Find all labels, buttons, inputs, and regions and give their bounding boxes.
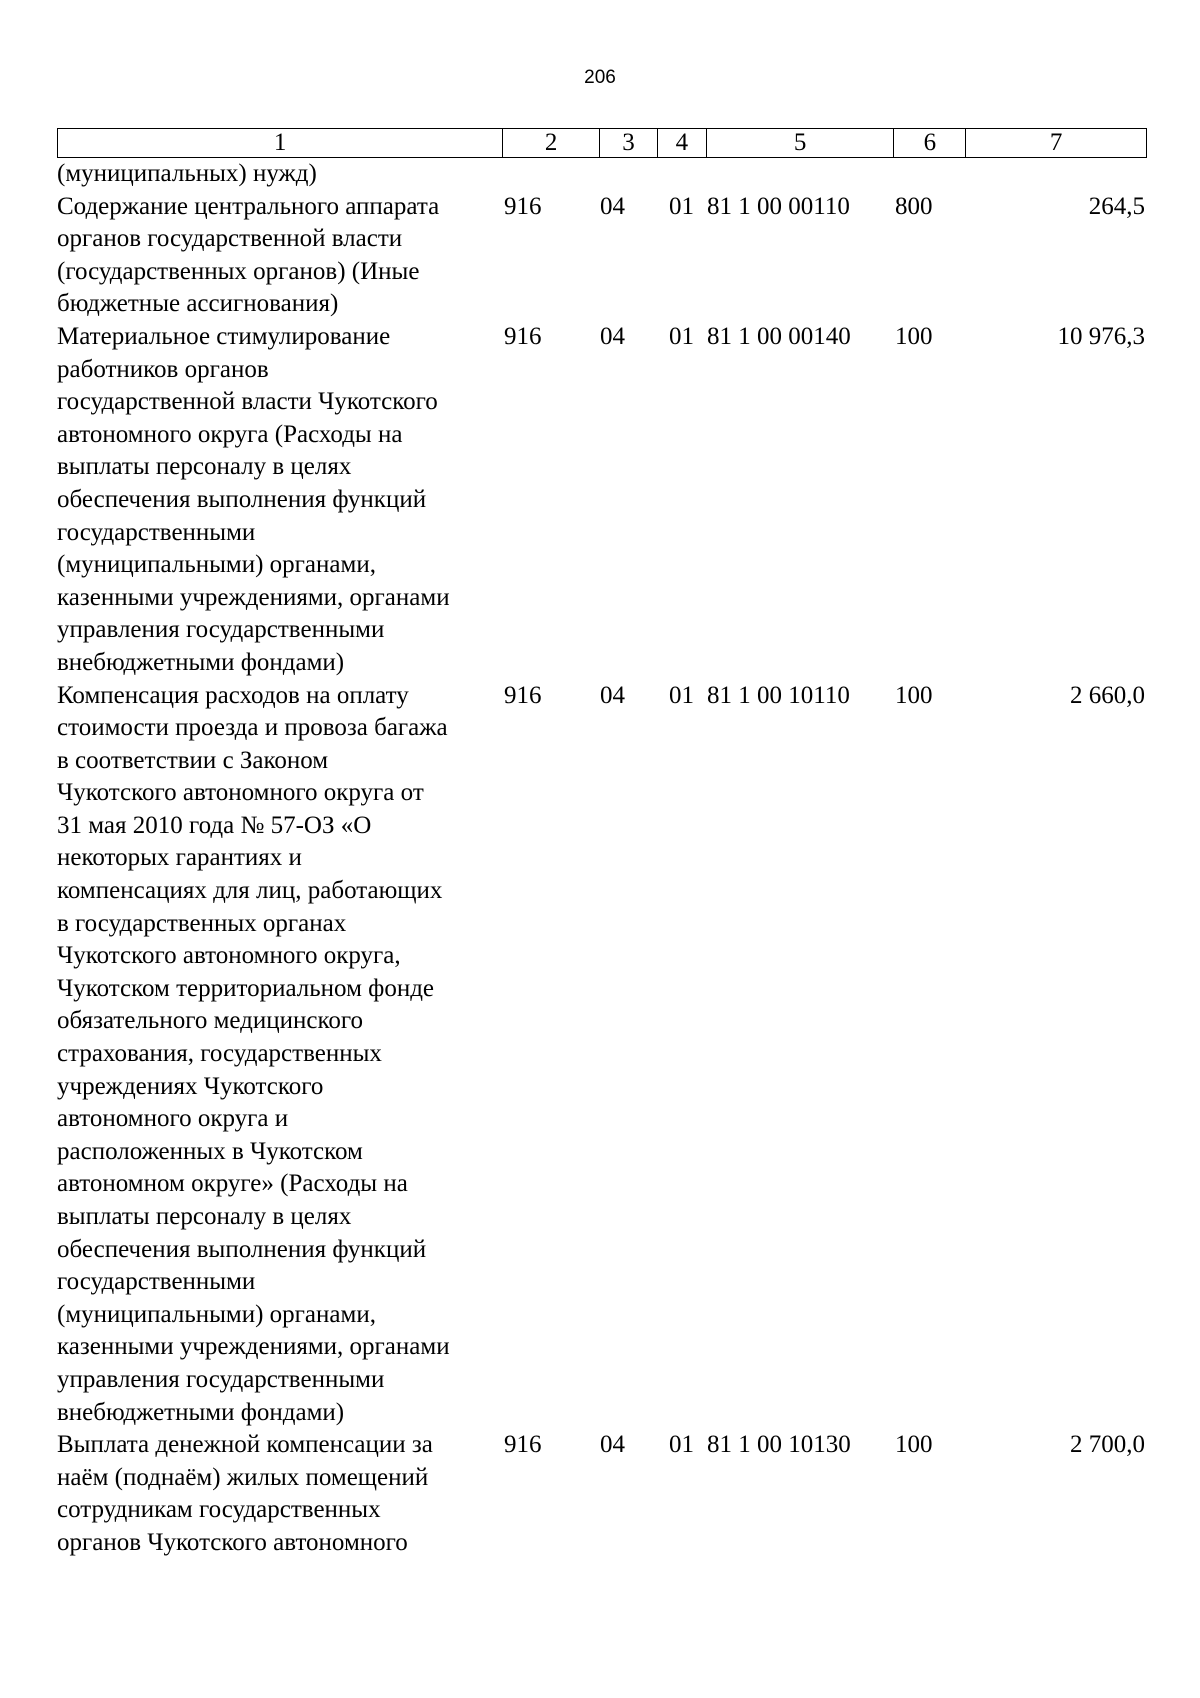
description-line: казенными учреждениями, органами — [57, 583, 450, 611]
description-line: работников органов — [57, 355, 269, 383]
amount-cell: 264,5 — [1088, 192, 1145, 220]
description-line: некоторых гарантиях и — [57, 844, 302, 872]
description-line: внебюджетными фондами) — [57, 648, 345, 676]
description-line: управления государственными — [57, 1365, 385, 1393]
description-line: (муниципальными) органами, — [57, 551, 376, 579]
description-line: (муниципальными) органами, — [57, 1300, 376, 1328]
description-line: казенными учреждениями, органами — [57, 1333, 450, 1361]
description-line: сотрудникам государственных — [57, 1496, 381, 1524]
description-line: выплаты персоналу в целях — [57, 1203, 352, 1230]
description-line: автономного округа (Расходы на — [57, 420, 403, 448]
table-body — [57, 158, 1147, 1560]
description-line: (государственных органов) (Иные — [57, 257, 420, 285]
table-row — [57, 1429, 1147, 1559]
subsection-code-cell — [658, 158, 707, 191]
description-line: выплаты персоналу в целях — [57, 453, 352, 481]
description-line: автономного округа и — [57, 1105, 289, 1133]
amount-cell: 2 700,0 — [1070, 1431, 1145, 1459]
target-article-cell: 81 1 00 00140 — [707, 322, 851, 350]
column-header-7: 7 — [1049, 129, 1063, 156]
ministry-code-cell: 916 — [504, 681, 542, 709]
column-header-5: 5 — [707, 129, 895, 157]
description-line: в государственных органах — [57, 909, 347, 937]
description-line: компенсациях для лиц, работающих — [57, 877, 443, 905]
description-line: расположенных в Чукотском — [57, 1137, 363, 1165]
page-number: 206 — [584, 67, 616, 88]
description-line: Чукотском территориальном фонде — [57, 974, 435, 1002]
description-line: учреждениях Чукотского — [57, 1072, 324, 1100]
table-row — [57, 191, 1147, 321]
ministry-code-cell: 916 — [504, 322, 542, 350]
ministry-code-cell — [503, 158, 600, 191]
subsection-code-cell: 01 — [669, 681, 694, 709]
description-line: в соответствии с Законом — [57, 746, 329, 774]
column-header-4: 4 — [658, 129, 707, 157]
amount-cell: 2 660,0 — [1070, 681, 1145, 709]
description-line: стоимости проезда и провоза багажа — [57, 714, 448, 742]
row-description — [57, 680, 503, 1430]
target-article-cell: 81 1 00 00110 — [707, 192, 850, 220]
description-line: страхования, государственных — [57, 1040, 382, 1068]
description-line: государственной власти Чукотского — [57, 388, 438, 416]
subsection-code-cell: 01 — [669, 322, 694, 350]
section-code-cell — [600, 158, 658, 191]
description-line: обеспечения выполнения функций — [57, 1235, 427, 1263]
expense-type-cell: 100 — [895, 322, 933, 350]
description-line: государственными — [57, 518, 256, 546]
description-line: Чукотского автономного округа от — [57, 779, 424, 807]
subsection-code-cell: 01 — [669, 192, 694, 220]
description-line: Содержание центрального аппарата — [57, 192, 440, 220]
description-line: органов Чукотского автономного — [57, 1528, 408, 1556]
target-article-cell: 81 1 00 10110 — [707, 681, 850, 709]
description-line: (муниципальных) нужд) — [57, 160, 317, 187]
description-line: Выплата денежной компенсации за — [57, 1431, 433, 1459]
description-line: автономном округе» (Расходы на — [57, 1170, 408, 1198]
description-line: Материальное стимулирование — [57, 322, 391, 350]
description-line: Чукотского автономного округа, — [57, 942, 401, 970]
description-line: 31 мая 2010 года № 57-ОЗ «О — [57, 811, 372, 839]
table-row — [57, 321, 1147, 680]
description-line: государственными — [57, 1268, 256, 1296]
section-code-cell: 04 — [600, 322, 625, 350]
column-header-2: 2 — [503, 129, 600, 157]
description-line: Компенсация расходов на оплату — [57, 681, 409, 709]
section-code-cell: 04 — [600, 1431, 625, 1459]
row-description — [57, 191, 503, 321]
row-description — [57, 1429, 503, 1559]
table-row — [57, 680, 1147, 1430]
column-header-3: 3 — [600, 129, 658, 157]
section-code-cell: 04 — [600, 681, 625, 709]
subsection-code-cell: 01 — [669, 1431, 694, 1459]
description-line: наём (поднаём) жилых помещений — [57, 1463, 429, 1491]
target-article-cell — [707, 158, 895, 191]
description-line: органов государственной власти — [57, 225, 403, 253]
description-line: управления государственными — [57, 616, 385, 644]
description-line: внебюджетными фондами) — [57, 1398, 345, 1426]
table-row — [57, 158, 1147, 191]
row-description — [57, 158, 503, 191]
expense-type-cell: 100 — [895, 1431, 933, 1459]
amount-cell: 10 976,3 — [1057, 322, 1145, 350]
row-description — [57, 321, 503, 680]
description-line: обеспечения выполнения функций — [57, 485, 427, 513]
description-line: обязательного медицинского — [57, 1007, 364, 1035]
table-header-row — [57, 128, 1147, 158]
expense-type-cell: 800 — [895, 192, 933, 220]
column-header-1: 1 — [58, 129, 503, 157]
target-article-cell: 81 1 00 10130 — [707, 1431, 851, 1459]
description-line: бюджетные ассигнования) — [57, 290, 339, 318]
amount-cell — [967, 158, 1147, 191]
expense-type-cell: 100 — [895, 681, 933, 709]
ministry-code-cell: 916 — [504, 1431, 542, 1459]
ministry-code-cell: 916 — [504, 192, 542, 220]
expense-type-cell — [895, 158, 967, 191]
section-code-cell: 04 — [600, 192, 625, 220]
column-header-6: 6 — [894, 129, 966, 157]
